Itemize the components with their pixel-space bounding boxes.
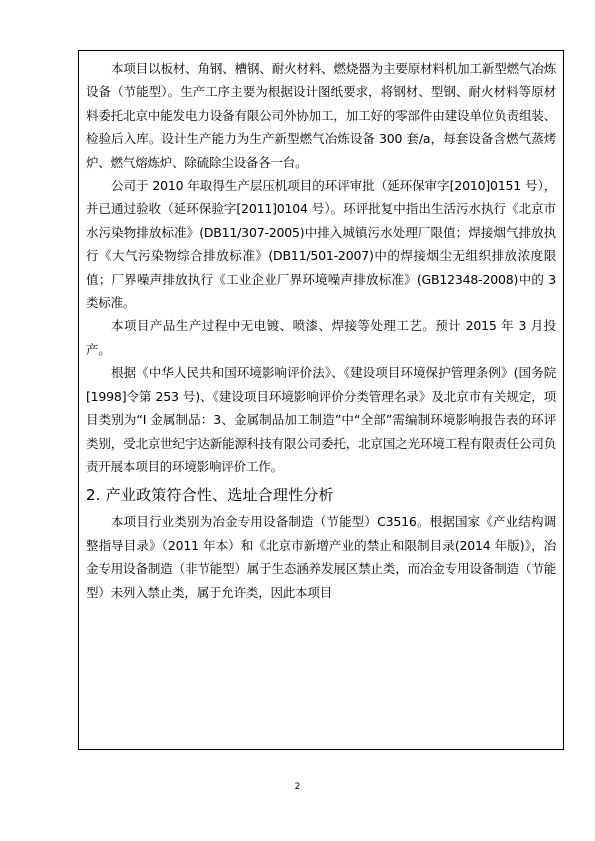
paragraph-legal-basis: 根据《中华人民共和国环境影响评价法》、《建设项目环境保护管理条例》(国务院[1998]令第 253 号)、《建设项目环境影响评价分类管理名录》及北京市有关规定，项目类别为“I 金属制品：3、金属制品加工制造”中“全部”需编制环境影响报告表的环评类别，受北京世纪宇达新能源科技有限公司委托，北京国之光环境工程有限责任公司负责开展本项目的环境影响评价工作。 xyxy=(86,365,556,474)
section-heading: 2. 产业政策符合性、选址合理性分析 xyxy=(86,486,334,505)
content-frame xyxy=(78,50,564,750)
page-number: 2 xyxy=(294,782,301,792)
document-body xyxy=(79,51,563,604)
paragraph-project-description: 本项目以板材、角钢、槽钢、耐火材料、燃烧器为主要原材料机加工新型燃气冶炼设备（节能型）。生产工序主要为根据设计图纸要求，将钢材、型钢、耐火材料等原材料委托北京中能发电力设备有限公司外协加工，加工好的零部件由建设单位负责组装、检验后入库。设计生产能力为生产新型燃气冶炼设备 300 套/a，每套设备含燃气蒸烤炉、燃气熔炼炉、除硫除尘设备各一台。 xyxy=(86,61,556,170)
paragraph-prior-approval: 公司于 2010 年取得生产层压机项目的环评审批（延环保审字[2010]0151 号），并已通过验收（延环保验字[2011]0104 号）。环评批复中指出生活污水执行《北京市水污染物排放标准》(DB11/307-2005)中排入城镇污水处理厂限值；焊接烟气排放执行《大气污染物综合排放标准》(DB11/501-2007)中的焊接烟尘无组织排放浓度限值；厂界噪声排放执行《工业企业厂界环境噪声排放标准》(GB12348-2008)中的 3 类标准。 xyxy=(86,178,556,311)
paragraph-production-process: 本项目产品生产过程中无电镀、喷漆、焊接等处理工艺。预计 2015 年 3 月投产。 xyxy=(86,318,556,357)
paragraph-industry-policy: 本项目行业类别为冶金专用设备制造（节能型）C3516。根据国家《产业结构调整指导目录》（2011 年本）和《北京市新增产业的禁止和限制目录(2014 年版)》，冶金专用设备制造（非节能型）属于生态涵养发展区禁止类，而冶金专用设备制造（节能型）未列入禁止类，属于允许类，因此本项目 xyxy=(86,514,556,600)
